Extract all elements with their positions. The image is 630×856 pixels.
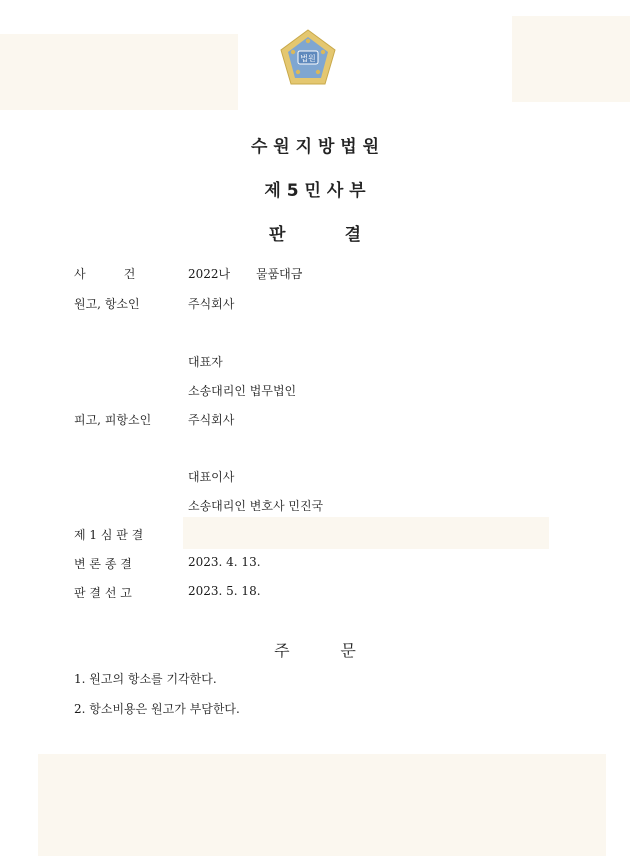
plaintiff-representative: 대표자 xyxy=(188,355,223,369)
redaction-first-instance xyxy=(183,517,549,549)
closing-label: 변 론 종 결 xyxy=(74,557,132,571)
svg-text:법원: 법원 xyxy=(300,54,316,63)
division-name: 제 5 민 사 부 xyxy=(264,181,366,201)
redaction-top-right xyxy=(512,16,630,102)
redaction-bottom xyxy=(38,754,606,856)
case-number: 2022나 xyxy=(188,267,231,281)
plaintiff-label: 원고, 항소인 xyxy=(74,297,140,311)
redaction-top-left xyxy=(0,34,238,110)
defendant-label: 피고, 피항소인 xyxy=(74,413,152,427)
plaintiff-counsel: 소송대리인 법무법인 xyxy=(188,384,297,398)
plaintiff-row xyxy=(74,295,235,337)
defendant-counsel: 소송대리인 변호사 민진국 xyxy=(188,499,324,513)
sentencing-label: 판 결 선 고 xyxy=(74,586,132,600)
order-item-2: 2. 항소비용은 원고가 부담한다. xyxy=(74,702,240,716)
defendant-representative: 대표이사 xyxy=(188,470,235,484)
order-heading: 주 문 xyxy=(274,641,356,660)
court-emblem-logo xyxy=(278,28,338,88)
first-instance-label: 제 1 심 판 결 xyxy=(74,528,144,542)
order-item-1: 1. 원고의 항소를 기각한다. xyxy=(74,672,217,686)
defendant-row xyxy=(74,411,235,453)
case-label: 사 건 xyxy=(74,267,136,281)
closing-date: 2023. 4. 13. xyxy=(188,555,261,569)
defendant-name: 주식회사 xyxy=(188,413,235,427)
case-name: 물품대금 xyxy=(256,267,303,281)
plaintiff-name: 주식회사 xyxy=(188,297,235,311)
sentencing-row xyxy=(74,584,261,626)
sentencing-date: 2023. 5. 18. xyxy=(188,584,261,598)
court-name: 수 원 지 방 법 원 xyxy=(250,137,380,157)
document-type: 판 결 xyxy=(268,225,362,245)
